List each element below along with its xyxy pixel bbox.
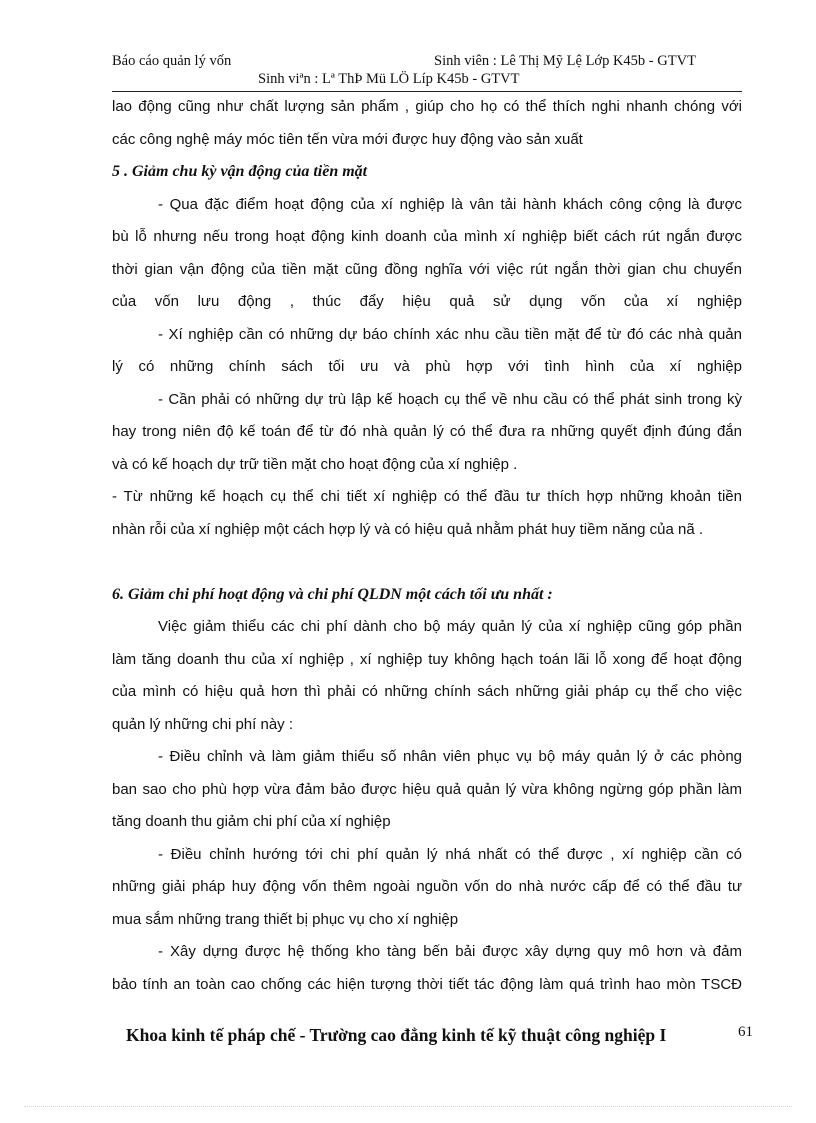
body-line: hay trong niên độ kế toán để từ đó nhà quản lý có thể đưa ra những quyết định đúng đắn — [112, 423, 742, 440]
body-line: của mình có hiệu quả hơn thì phải có những chính sách những giải pháp cụ thể cho việc — [112, 683, 742, 700]
body-line: - Xây dựng được hệ thống kho tàng bến bải được xây dựng quy mô hơn và đảm — [158, 943, 742, 960]
body-line: - Điều chỉnh và làm giảm thiểu số nhân viên phục vụ bộ máy quản lý ở các phòng — [158, 748, 742, 765]
body-line: lao động cũng như chất lượng sản phẩm , giúp cho họ có thể thích nghi nhanh chóng với — [112, 98, 742, 115]
body-line: quản lý những chi phí này : — [112, 715, 293, 733]
body-line: lý có những chính sách tối ưu và phù hợp với tình hình của xí nghiệp — [112, 358, 742, 375]
body-line: - Xí nghiệp cần có những dự báo chính xác nhu cầu tiền mặt để từ đó các nhà quản — [158, 325, 742, 343]
body-line: ban sao cho phù hợp vừa đảm bảo được hiệu quả quản lý vừa không ngừng góp phần làm — [112, 780, 742, 798]
body-line: - Cần phải có những dự trù lập kế hoạch cụ thể về nhu cầu có thể phát sinh trong kỳ — [158, 390, 742, 408]
body-line: những giải pháp huy động vốn thêm ngoài nguồn vốn do nhà nước cấp để có thể đầu tư — [112, 878, 742, 895]
body-line: nhàn rỗi của xí nghiệp một cách hợp lý và có hiệu quả nhằm phát huy tiềm năng của nã . — [112, 520, 704, 538]
header-student-info: Sinh viên : Lê Thị Mỹ Lệ Lớp K45b - GTVT — [434, 53, 696, 69]
body-line: và có kế hoạch dự trữ tiền mặt cho hoạt động của xí nghiệp . — [112, 455, 518, 473]
body-line: Việc giảm thiểu các chi phí dành cho bộ máy quản lý của xí nghiệp cũng góp phần — [158, 618, 742, 635]
header-student-info-encoded: Sinh viªn : Lª ThÞ Mü LÖ Líp K45b - GTVT — [258, 71, 520, 87]
body-line: - Điều chỉnh hướng tới chi phí quản lý nhá nhất có thể được , xí nghiệp cần có — [158, 845, 742, 863]
footer-department: Khoa kinh tế pháp chế - Trường cao đẳng kinh tế kỹ thuật công nghiệp I — [126, 1025, 667, 1045]
body-line: của vốn lưu động , thúc đẩy hiệu quả sử dụng vốn của xí nghiệp — [112, 293, 742, 310]
paragraph-gap — [112, 546, 742, 579]
body-line: - Từ những kế hoạch cụ thể chi tiết xí nghiệp có thể đầu tư thích hợp những khoản tiền — [112, 488, 742, 505]
page-number: 61 — [738, 1024, 753, 1040]
body-line: thời gian vận động của tiền mặt cũng đồng nghĩa với việc rút ngắn thời gian chu chuyển — [112, 260, 742, 278]
section-heading-6: 6. Giảm chi phí hoạt động và chi phí QLDN một cách tối ưu nhất : — [112, 585, 553, 603]
body-line: tăng doanh thu giảm chi phí của xí nghiệp — [112, 813, 391, 830]
page-bottom-border — [24, 1106, 792, 1107]
body-line: bảo tính an toàn cao chống các hiện tượng thời tiết tác động làm quá trình hao mòn TSCĐ — [112, 975, 742, 993]
body-line: làm tăng doanh thu của xí nghiệp , xí nghiệp tuy không hạch toán lãi lỗ xong để hoạt động — [112, 650, 742, 668]
header-report-title: Báo cáo quản lý vốn — [112, 53, 232, 69]
body-line: - Qua đặc điểm hoạt động của xí nghiệp là vân tải hành khách công cộng là được — [158, 195, 742, 213]
document-body — [112, 91, 742, 1001]
section-heading-5: 5 . Giảm chu kỳ vận động của tiền mặt — [112, 163, 368, 180]
body-line: các công nghệ máy móc tiên tến vừa mới được huy động vào sản xuất — [112, 130, 583, 148]
body-line: bù lỗ nhưng nếu trong hoạt động kinh doanh của mình xí nghiệp biết cách rút ngắn được — [112, 228, 742, 245]
body-line: mua sắm những trang thiết bị phục vụ cho xí nghiệp — [112, 910, 459, 928]
